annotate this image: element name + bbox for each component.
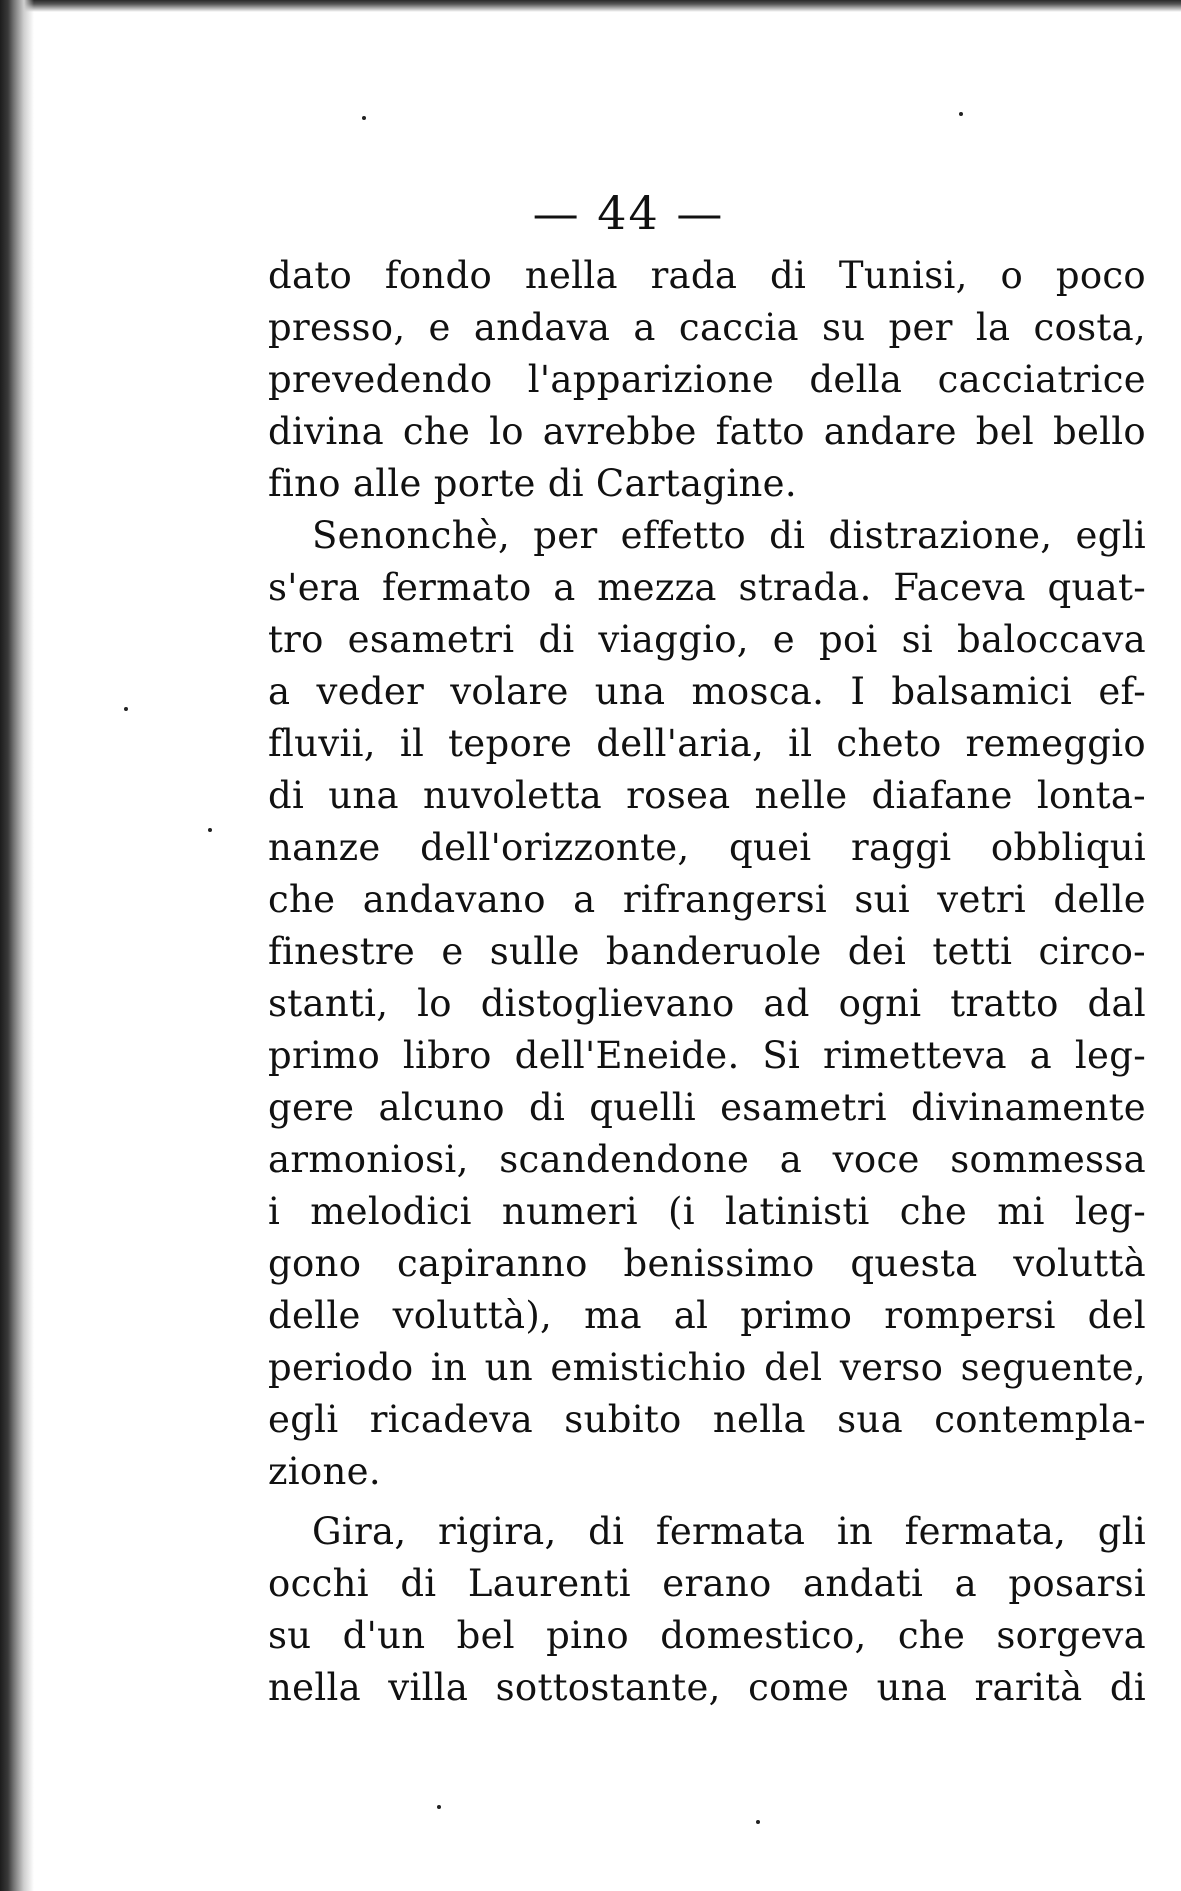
text-line: finestre e sulle banderuole dei tetti circo-: [268, 930, 1146, 973]
text-line: che andavano a rifrangersi sui vetri delle: [268, 878, 1146, 921]
paragraph-spacer: [268, 1498, 1146, 1506]
text-line: tro esametri di viaggio, e poi si baloccava: [268, 618, 1146, 661]
paragraph: [268, 1506, 1146, 1714]
scan-speck: [959, 112, 963, 116]
text-line: fluvii, il tepore dell'aria, il cheto remeggio: [268, 722, 1146, 765]
text-line: delle voluttà), ma al primo rompersi del: [268, 1294, 1146, 1337]
text-line: periodo in un emistichio del verso seguente,: [268, 1346, 1146, 1389]
paragraph: [268, 510, 1146, 1498]
page-number: — 44 —: [532, 186, 725, 240]
text-line: divina che lo avrebbe fatto andare bel bello: [268, 410, 1146, 453]
page-body: [268, 250, 1146, 1714]
text-line: dato fondo nella rada di Tunisi, o poco: [268, 254, 1146, 297]
text-line: su d'un bel pino domestico, che sorgeva: [268, 1614, 1146, 1657]
scan-binding-edge: [0, 0, 34, 1891]
scan-speck: [756, 1820, 760, 1824]
text-line: fino alle porte di Cartagine.: [268, 462, 797, 505]
text-line: armoniosi, scandendone a voce sommessa: [268, 1138, 1146, 1181]
scan-speck: [437, 1805, 441, 1809]
paragraph: [268, 250, 1146, 510]
text-line: presso, e andava a caccia su per la costa,: [268, 306, 1146, 349]
text-line: zione.: [268, 1450, 381, 1493]
text-line: Senonchè, per effetto di distrazione, egli: [312, 514, 1146, 557]
text-line: nella villa sottostante, come una rarità di: [268, 1666, 1146, 1709]
scan-speck: [362, 116, 366, 120]
scan-top-edge: [0, 0, 1181, 12]
text-line: a veder volare una mosca. I balsamici ef-: [268, 670, 1146, 713]
text-line: i melodici numeri (i latinisti che mi leg-: [268, 1190, 1146, 1233]
text-line: s'era fermato a mezza strada. Faceva quat-: [268, 566, 1146, 609]
text-line: occhi di Laurenti erano andati a posarsi: [268, 1562, 1146, 1605]
text-line: prevedendo l'apparizione della cacciatrice: [268, 358, 1146, 401]
text-line: primo libro dell'Eneide. Si rimetteva a leg-: [268, 1034, 1146, 1077]
scan-speck: [124, 707, 128, 711]
text-line: stanti, lo distoglievano ad ogni tratto dal: [268, 982, 1146, 1025]
text-line: Gira, rigira, di fermata in fermata, gli: [312, 1510, 1146, 1553]
text-line: nanze dell'orizzonte, quei raggi obbliqui: [268, 826, 1146, 869]
text-line: gere alcuno di quelli esametri divinamente: [268, 1086, 1146, 1129]
text-line: gono capiranno benissimo questa voluttà: [268, 1242, 1146, 1285]
scan-speck: [208, 828, 212, 832]
text-line: egli ricadeva subito nella sua contempla-: [268, 1398, 1146, 1441]
text-line: di una nuvoletta rosea nelle diafane lonta-: [268, 774, 1146, 817]
